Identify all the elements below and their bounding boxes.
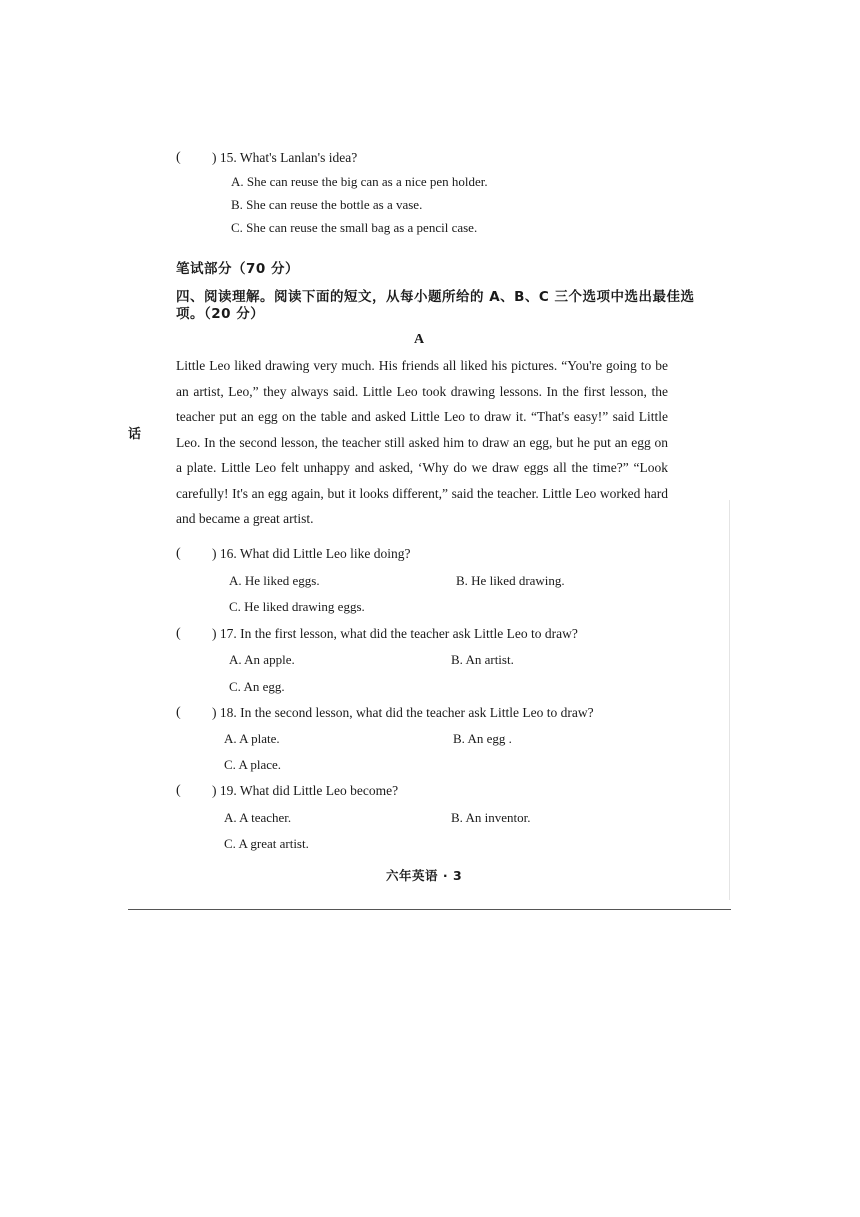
question-19-stem: ) 19. What did Little Leo become? — [212, 783, 399, 798]
question-17-option-b: B. An artist. — [451, 652, 514, 667]
question-16-stem: ) 16. What did Little Leo like doing? — [212, 546, 411, 561]
question-18-option-c: C. A place. — [224, 757, 282, 772]
question-17-option-c: C. An egg. — [229, 679, 285, 694]
question-19-option-b: B. An inventor. — [451, 810, 531, 825]
answer-paren-19: ( — [176, 783, 181, 798]
question-15-option-a: A. She can reuse the big can as a nice pen holder. — [231, 174, 488, 189]
written-section-heading: 笔试部分（70 分） — [176, 261, 299, 277]
question-15-stem: ) 15. What's Lanlan's idea? — [212, 150, 358, 165]
question-18-option-a: A. A plate. — [224, 731, 280, 746]
page-footer: 六年英语 · 3 — [386, 868, 463, 883]
question-16-option-a: A. He liked eggs. — [229, 573, 320, 588]
question-18-stem: ) 18. In the second lesson, what did the teacher ask Little Leo to draw? — [212, 705, 594, 720]
margin-character: 话 — [128, 427, 142, 442]
question-18-option-b: B. An egg . — [453, 731, 512, 746]
question-15-option-c: C. She can reuse the small bag as a pencil case. — [231, 220, 478, 235]
question-19-option-a: A. A teacher. — [224, 810, 292, 825]
scan-edge-shadow — [729, 500, 730, 900]
answer-paren-16: ( — [176, 546, 181, 561]
page-bottom-rule — [128, 909, 731, 910]
answer-paren-15: ( — [176, 150, 181, 165]
question-16-option-c: C. He liked drawing eggs. — [229, 599, 365, 614]
question-17-stem: ) 17. In the first lesson, what did the teacher ask Little Leo to draw? — [212, 626, 578, 641]
answer-paren-18: ( — [176, 705, 181, 720]
part-four-instruction-line1: 四、阅读理解。阅读下面的短文，从每小题所给的 A、B、C 三个选项中选出最佳选 — [176, 289, 695, 305]
question-15-option-b: B. She can reuse the bottle as a vase. — [231, 197, 423, 212]
passage-title: A — [414, 332, 425, 347]
reading-passage: Little Leo liked drawing very much. His friends all liked his pictures. “You're going to be an artist, Leo,” they always said. Little Leo took drawing lessons. In the first lesson, the teacher put an egg on the table and asked Little Leo to draw it. “That's easy!” said Little Leo. In the second lesson, the teacher still asked him to draw an egg, but he put an egg on a plate. Little Leo felt unhappy and asked, ‘Why do we draw eggs all the time?” “Look carefully! It's an egg again, but it looks different,” said the teacher. Little Leo worked hard and became a great artist. — [176, 358, 668, 526]
part-four-instruction-line2: 项。（20 分） — [176, 306, 265, 322]
question-17-option-a: A. An apple. — [229, 652, 295, 667]
question-19-option-c: C. A great artist. — [224, 836, 309, 851]
question-16-option-b: B. He liked drawing. — [456, 573, 565, 588]
answer-paren-17: ( — [176, 626, 181, 641]
